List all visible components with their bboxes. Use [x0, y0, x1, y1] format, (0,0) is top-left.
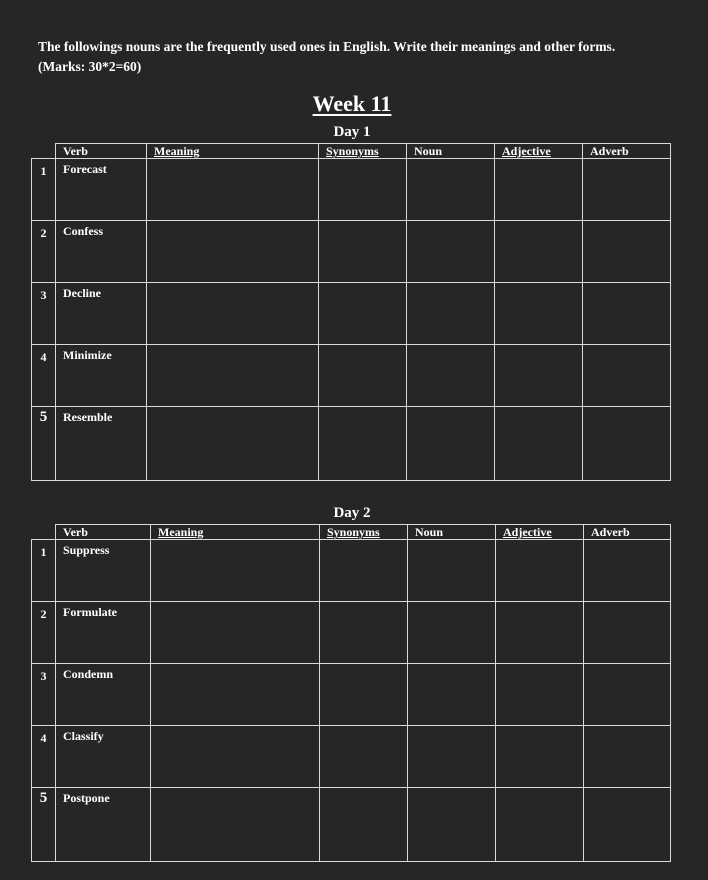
- table-row: [32, 283, 671, 345]
- meaning-cell[interactable]: [147, 407, 319, 481]
- header-verb: Verb: [56, 525, 151, 540]
- meaning-cell[interactable]: [147, 283, 319, 345]
- row-number: 3: [32, 283, 56, 345]
- header-synonyms: Synonyms: [320, 525, 408, 540]
- noun-cell[interactable]: [408, 664, 496, 726]
- synonyms-cell[interactable]: [320, 788, 408, 862]
- row-number: 2: [32, 221, 56, 283]
- row-number: 1: [32, 540, 56, 602]
- adjective-cell[interactable]: [496, 602, 584, 664]
- verb-cell: Minimize: [56, 345, 147, 407]
- verb-cell: Formulate: [56, 602, 151, 664]
- adjective-cell[interactable]: [495, 159, 583, 221]
- adverb-cell[interactable]: [584, 664, 671, 726]
- meaning-cell[interactable]: [147, 345, 319, 407]
- adverb-cell[interactable]: [583, 159, 671, 221]
- synonyms-cell[interactable]: [319, 221, 407, 283]
- synonyms-cell[interactable]: [319, 407, 407, 481]
- adjective-cell[interactable]: [496, 664, 584, 726]
- verb-cell: Condemn: [56, 664, 151, 726]
- noun-cell[interactable]: [408, 602, 496, 664]
- noun-cell[interactable]: [408, 726, 496, 788]
- meaning-cell[interactable]: [151, 788, 320, 862]
- noun-cell[interactable]: [407, 407, 495, 481]
- synonyms-cell[interactable]: [320, 726, 408, 788]
- table-row: [32, 602, 671, 664]
- synonyms-cell[interactable]: [320, 540, 408, 602]
- header-adjective: Adjective: [495, 144, 583, 159]
- adjective-cell[interactable]: [495, 345, 583, 407]
- adverb-cell[interactable]: [584, 726, 671, 788]
- row-number: 1: [32, 159, 56, 221]
- table-row: [32, 159, 671, 221]
- adjective-cell[interactable]: [496, 788, 584, 862]
- adjective-cell[interactable]: [495, 407, 583, 481]
- week-title-text: Week 11: [312, 91, 392, 116]
- synonyms-cell[interactable]: [320, 602, 408, 664]
- adjective-cell[interactable]: [495, 283, 583, 345]
- adjective-cell[interactable]: [496, 726, 584, 788]
- table-row: [32, 788, 671, 862]
- meaning-cell[interactable]: [151, 664, 320, 726]
- verb-cell: Confess: [56, 221, 147, 283]
- row-number: 5: [32, 407, 56, 481]
- header-meaning: Meaning: [147, 144, 319, 159]
- synonyms-cell[interactable]: [320, 664, 408, 726]
- synonyms-cell[interactable]: [319, 159, 407, 221]
- header-meaning: Meaning: [151, 525, 320, 540]
- table-row: [32, 407, 671, 481]
- noun-cell[interactable]: [408, 788, 496, 862]
- day-1-table: [31, 143, 671, 481]
- day-2-title: Day 2: [333, 505, 371, 521]
- row-number: 4: [32, 726, 56, 788]
- table-row: [32, 726, 671, 788]
- verb-cell: Suppress: [56, 540, 151, 602]
- adverb-cell[interactable]: [583, 221, 671, 283]
- table-header-row: [32, 525, 671, 540]
- table-row: [32, 345, 671, 407]
- header-noun: Noun: [408, 525, 496, 540]
- verb-cell: Classify: [56, 726, 151, 788]
- table-row: [32, 664, 671, 726]
- adverb-cell[interactable]: [583, 345, 671, 407]
- adverb-cell[interactable]: [584, 602, 671, 664]
- meaning-cell[interactable]: [147, 221, 319, 283]
- adjective-cell[interactable]: [495, 221, 583, 283]
- verb-cell: Decline: [56, 283, 147, 345]
- meaning-cell[interactable]: [147, 159, 319, 221]
- table-row: [32, 221, 671, 283]
- noun-cell[interactable]: [407, 221, 495, 283]
- row-number: 2: [32, 602, 56, 664]
- adverb-cell[interactable]: [584, 788, 671, 862]
- header-adverb: Adverb: [584, 525, 671, 540]
- instructions: The followings nouns are the frequently used ones in English. Write their meanings and other forms. (Marks: 30*2=60): [38, 39, 616, 74]
- header-number-cell: [32, 525, 56, 540]
- verb-cell: Forecast: [56, 159, 147, 221]
- day-2-table: [31, 524, 671, 862]
- meaning-cell[interactable]: [151, 602, 320, 664]
- header-noun: Noun: [407, 144, 495, 159]
- adverb-cell[interactable]: [584, 540, 671, 602]
- noun-cell[interactable]: [407, 345, 495, 407]
- verb-cell: Postpone: [56, 788, 151, 862]
- header-adverb: Adverb: [583, 144, 671, 159]
- table-header-row: [32, 144, 671, 159]
- adjective-cell[interactable]: [496, 540, 584, 602]
- day-1-title: Day 1: [333, 124, 371, 140]
- header-adjective: Adjective: [496, 525, 584, 540]
- verb-cell: Resemble: [56, 407, 147, 481]
- header-synonyms: Synonyms: [319, 144, 407, 159]
- table-row: [32, 540, 671, 602]
- row-number: 5: [32, 788, 56, 862]
- synonyms-cell[interactable]: [319, 345, 407, 407]
- adverb-cell[interactable]: [583, 407, 671, 481]
- adverb-cell[interactable]: [583, 283, 671, 345]
- noun-cell[interactable]: [407, 283, 495, 345]
- row-number: 3: [32, 664, 56, 726]
- week-title: [0, 90, 704, 118]
- meaning-cell[interactable]: [151, 540, 320, 602]
- header-verb: Verb: [56, 144, 147, 159]
- synonyms-cell[interactable]: [319, 283, 407, 345]
- row-number: 4: [32, 345, 56, 407]
- header-number-cell: [32, 144, 56, 159]
- meaning-cell[interactable]: [151, 726, 320, 788]
- noun-cell[interactable]: [408, 540, 496, 602]
- noun-cell[interactable]: [407, 159, 495, 221]
